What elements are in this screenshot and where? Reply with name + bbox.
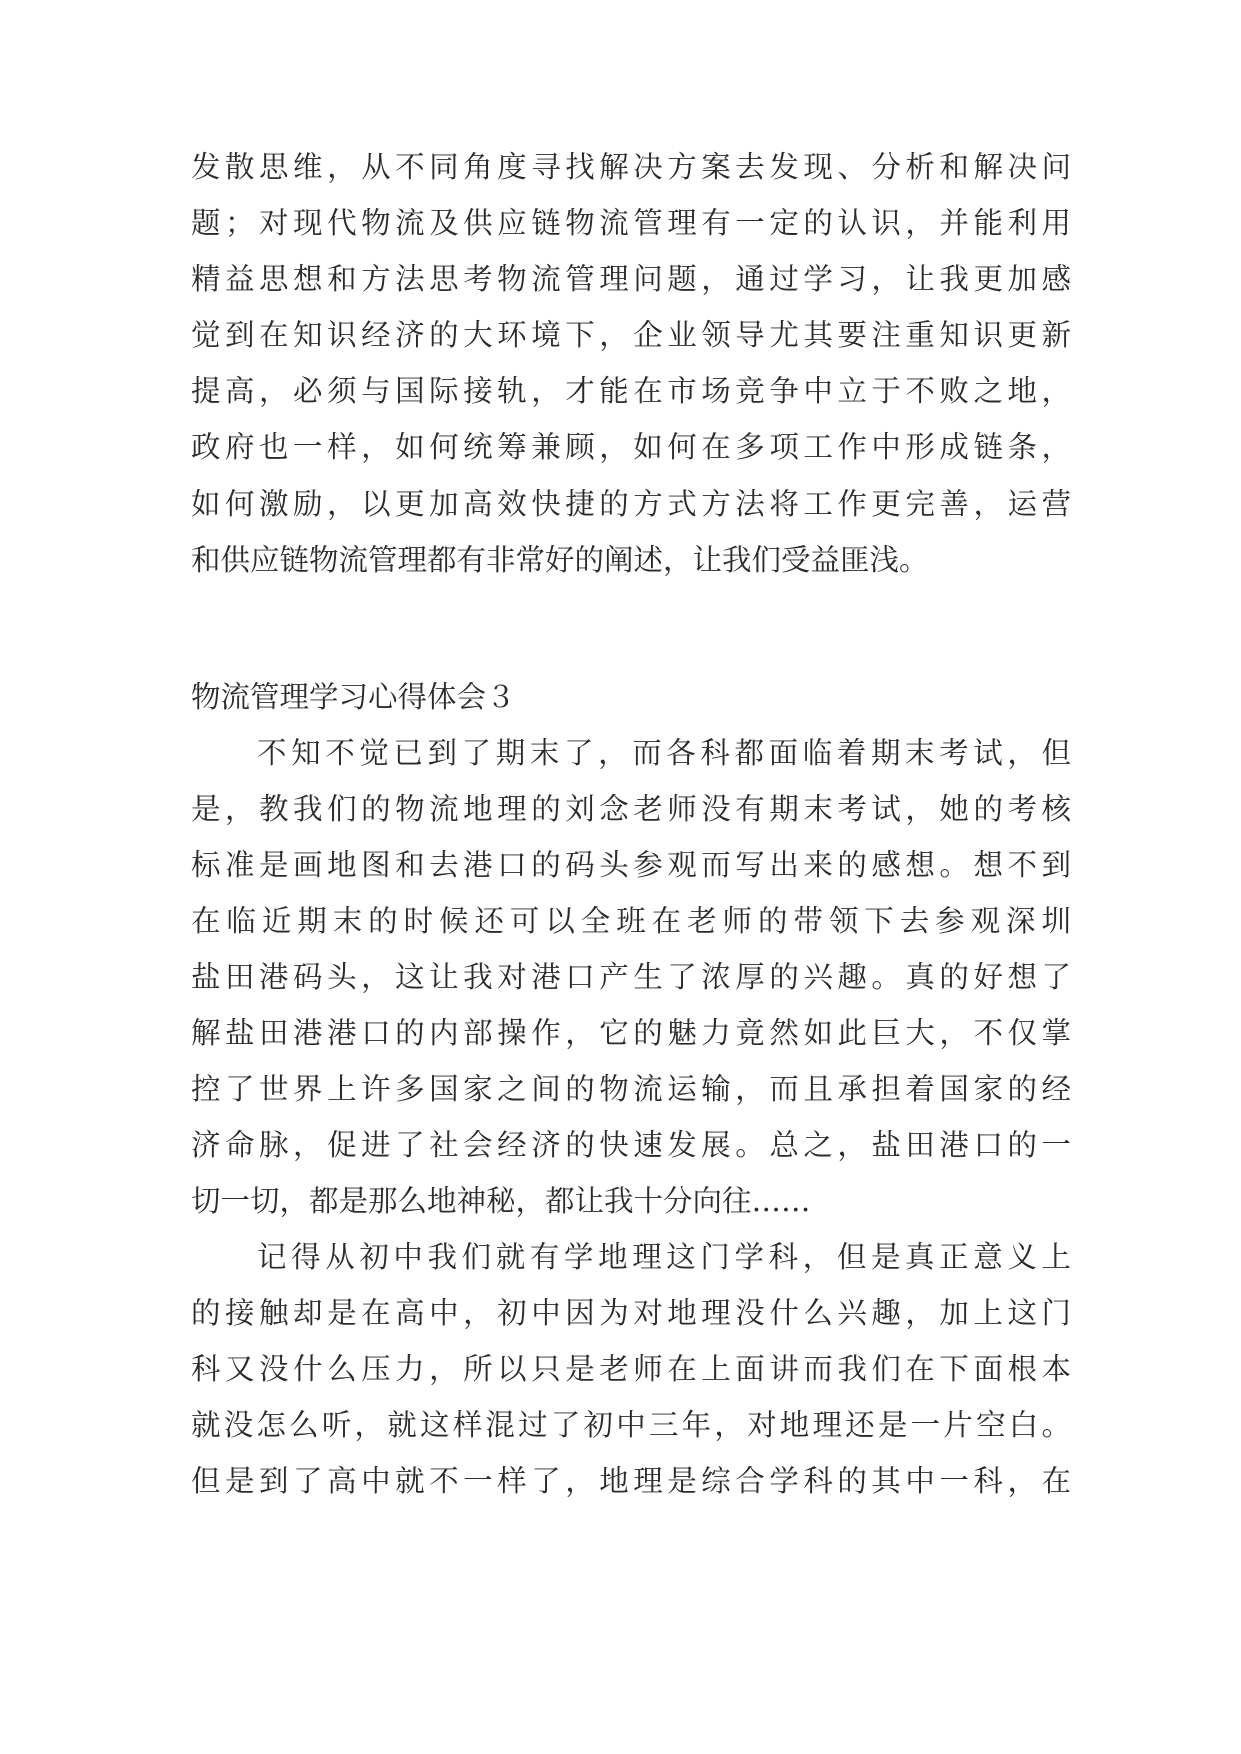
paragraph-2-line-2: 是，教我们的物流地理的刘念老师没有期末考试，她的考核	[191, 792, 1071, 826]
paragraph-1-line-1: 发散思维，从不同角度寻找解决方案去发现、分析和解决问	[191, 150, 1071, 184]
paragraph-2-line-6: 解盐田港港口的内部操作，它的魅力竟然如此巨大，不仅掌	[191, 1016, 1071, 1050]
paragraph-1-line-7: 如何激励，以更加高效快捷的方式方法将工作更完善，运营	[191, 487, 1071, 521]
paragraph-2-line-1: 不知不觉已到了期末了，而各科都面临着期末考试，但	[257, 736, 1071, 770]
paragraph-1-line-8: 和供应链物流管理都有非常好的阐述，让我们受益匪浅。	[191, 543, 929, 577]
paragraph-2-line-8: 济命脉，促进了社会经济的快速发展。总之，盐田港口的一	[191, 1128, 1071, 1162]
paragraph-3-line-2: 的接触却是在高中，初中因为对地理没什么兴趣，加上这门	[191, 1296, 1071, 1330]
paragraph-3-line-3: 科又没什么压力，所以只是老师在上面讲而我们在下面根本	[191, 1352, 1071, 1386]
paragraph-1-line-3: 精益思想和方法思考物流管理问题，通过学习，让我更加感	[191, 262, 1071, 296]
paragraph-1-line-5: 提高，必须与国际接轨，才能在市场竞争中立于不败之地，	[191, 374, 1071, 408]
paragraph-3-line-4: 就没怎么听，就这样混过了初中三年，对地理还是一片空白。	[191, 1408, 1071, 1442]
paragraph-1-line-4: 觉到在知识经济的大环境下，企业领导尤其要注重知识更新	[191, 318, 1071, 352]
paragraph-2-line-4: 在临近期末的时候还可以全班在老师的带领下去参观深圳	[191, 904, 1071, 938]
paragraph-2-line-7: 控了世界上许多国家之间的物流运输，而且承担着国家的经	[191, 1072, 1071, 1106]
paragraph-1-line-6: 政府也一样，如何统筹兼顾，如何在多项工作中形成链条，	[191, 430, 1071, 464]
paragraph-3-line-5: 但是到了高中就不一样了，地理是综合学科的其中一科，在	[191, 1464, 1071, 1498]
section-heading: 物流管理学习心得体会３	[191, 680, 516, 714]
paragraph-2-line-9: 切一切，都是那么地神秘，都让我十分向往……	[191, 1184, 811, 1218]
paragraph-2-line-5: 盐田港码头，这让我对港口产生了浓厚的兴趣。真的好想了	[191, 960, 1071, 994]
paragraph-1-line-2: 题；对现代物流及供应链物流管理有一定的认识，并能利用	[191, 206, 1071, 240]
paragraph-3-line-1: 记得从初中我们就有学地理这门学科，但是真正意义上	[257, 1240, 1071, 1274]
paragraph-2-line-3: 标准是画地图和去港口的码头参观而写出来的感想。想不到	[191, 848, 1071, 882]
